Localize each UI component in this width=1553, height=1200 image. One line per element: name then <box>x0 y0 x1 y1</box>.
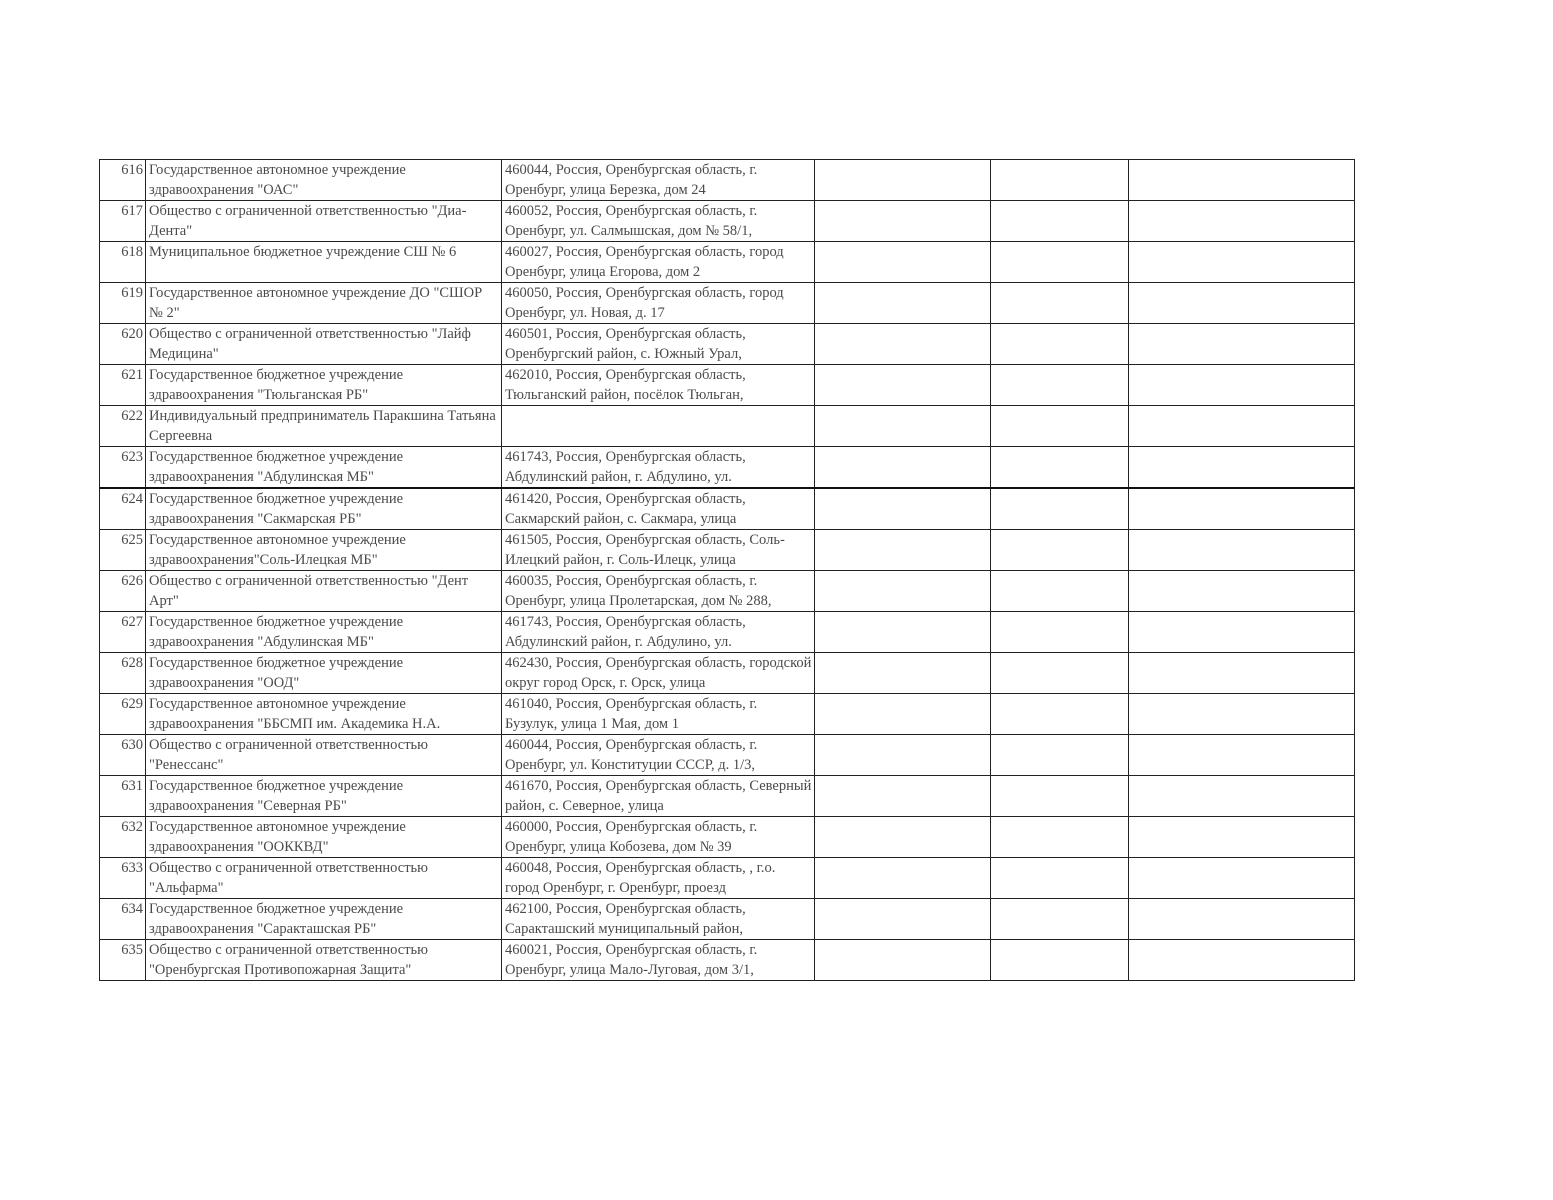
row-number: 622 <box>100 406 146 447</box>
organization-name: Индивидуальный предприниматель Паракшина Татьяна Сергеевна <box>149 408 496 444</box>
empty-cell <box>991 406 1129 447</box>
row-number: 624 <box>100 488 146 530</box>
table-row <box>100 201 1355 242</box>
empty-cell <box>815 735 991 776</box>
organization-name-cell <box>146 612 502 653</box>
address: 460050, Россия, Оренбургская область, город Оренбург, ул. Новая, д. 17 <box>505 285 784 321</box>
address-cell <box>502 447 815 489</box>
empty-cell <box>991 530 1129 571</box>
address: 460021, Россия, Оренбургская область, г. Оренбург, улица Мало-Луговая, дом 3/1, <box>505 942 758 978</box>
organization-name: Государственное бюджетное учреждение здравоохранения "Абдулинская МБ" <box>149 614 404 650</box>
table-row <box>100 940 1355 981</box>
empty-cell <box>991 242 1129 283</box>
organization-name: Государственное автономное учреждение ДО "СШОР № 2" <box>149 285 483 321</box>
empty-cell <box>815 406 991 447</box>
empty-cell <box>1129 447 1355 489</box>
table-row <box>100 160 1355 201</box>
empty-cell <box>991 324 1129 365</box>
empty-cell <box>815 201 991 242</box>
address-cell <box>502 735 815 776</box>
empty-cell <box>1129 694 1355 735</box>
address: 462100, Россия, Оренбургская область, Саракташский муниципальный район, <box>505 901 746 937</box>
empty-cell <box>1129 242 1355 283</box>
address: 460052, Россия, Оренбургская область, г. Оренбург, ул. Салмышская, дом № 58/1, <box>505 203 758 239</box>
empty-cell <box>815 940 991 981</box>
row-number: 635 <box>100 940 146 981</box>
empty-cell <box>1129 776 1355 817</box>
organization-name: Государственное автономное учреждение здравоохранения "ООККВД" <box>149 819 406 855</box>
row-number: 633 <box>100 858 146 899</box>
registry-table <box>99 159 1355 981</box>
empty-cell <box>991 365 1129 406</box>
organization-name: Общество с ограниченной ответственностью "Ренессанс" <box>149 737 428 773</box>
organization-name-cell <box>146 776 502 817</box>
empty-cell <box>815 571 991 612</box>
organization-name-cell <box>146 488 502 530</box>
address: 460027, Россия, Оренбургская область, город Оренбург, улица Егорова, дом 2 <box>505 244 784 280</box>
address-cell <box>502 530 815 571</box>
empty-cell <box>1129 406 1355 447</box>
table-row <box>100 324 1355 365</box>
row-number: 616 <box>100 160 146 201</box>
organization-name: Государственное бюджетное учреждение здравоохранения "Сакмарская РБ" <box>149 491 404 527</box>
table-body <box>100 160 1355 981</box>
organization-name-cell <box>146 940 502 981</box>
row-number: 631 <box>100 776 146 817</box>
address-cell <box>502 283 815 324</box>
organization-name: Государственное бюджетное учреждение здравоохранения "Саракташская РБ" <box>149 901 404 937</box>
organization-name-cell <box>146 365 502 406</box>
organization-name-cell <box>146 694 502 735</box>
table-row <box>100 571 1355 612</box>
empty-cell <box>815 530 991 571</box>
table-row <box>100 653 1355 694</box>
empty-cell <box>815 160 991 201</box>
table-row <box>100 694 1355 735</box>
organization-name-cell <box>146 160 502 201</box>
organization-name: Государственное бюджетное учреждение здравоохранения "Тюльганская РБ" <box>149 367 404 403</box>
empty-cell <box>991 488 1129 530</box>
empty-cell <box>1129 735 1355 776</box>
empty-cell <box>1129 817 1355 858</box>
empty-cell <box>1129 899 1355 940</box>
empty-cell <box>991 817 1129 858</box>
table-row <box>100 735 1355 776</box>
organization-name: Государственное автономное учреждение здравоохранения "ОАС" <box>149 162 406 198</box>
empty-cell <box>1129 530 1355 571</box>
empty-cell <box>991 899 1129 940</box>
address-cell <box>502 858 815 899</box>
empty-cell <box>991 653 1129 694</box>
row-number: 617 <box>100 201 146 242</box>
empty-cell <box>815 817 991 858</box>
address: 461040, Россия, Оренбургская область, г. Бузулук, улица 1 Мая, дом 1 <box>505 696 758 732</box>
address-cell <box>502 612 815 653</box>
address: 461743, Россия, Оренбургская область, Абдулинский район, г. Абдулино, ул. <box>505 449 746 485</box>
table-row <box>100 283 1355 324</box>
row-number: 625 <box>100 530 146 571</box>
empty-cell <box>815 324 991 365</box>
table-row <box>100 612 1355 653</box>
empty-cell <box>815 776 991 817</box>
empty-cell <box>991 571 1129 612</box>
organization-name: Государственное бюджетное учреждение здравоохранения "Абдулинская МБ" <box>149 449 404 485</box>
table-row <box>100 242 1355 283</box>
organization-name: Общество с ограниченной ответственностью "Оренбургская Противопожарная Защита" <box>149 942 428 978</box>
address-cell <box>502 899 815 940</box>
empty-cell <box>1129 160 1355 201</box>
empty-cell <box>815 283 991 324</box>
empty-cell <box>1129 283 1355 324</box>
address-cell <box>502 571 815 612</box>
empty-cell <box>991 776 1129 817</box>
row-number: 618 <box>100 242 146 283</box>
address-cell <box>502 201 815 242</box>
organization-name: Государственное автономное учреждение здравоохранения"Соль-Илецкая МБ" <box>149 532 406 568</box>
address: 460044, Россия, Оренбургская область, г. Оренбург, улица Березка, дом 24 <box>505 162 758 198</box>
organization-name-cell <box>146 406 502 447</box>
empty-cell <box>815 612 991 653</box>
organization-name-cell <box>146 735 502 776</box>
table-row <box>100 530 1355 571</box>
address-cell <box>502 694 815 735</box>
empty-cell <box>991 201 1129 242</box>
row-number: 630 <box>100 735 146 776</box>
address-cell <box>502 160 815 201</box>
address: 460501, Россия, Оренбургская область, Оренбургский район, с. Южный Урал, <box>505 326 746 362</box>
row-number: 620 <box>100 324 146 365</box>
organization-name: Государственное автономное учреждение здравоохранения "ББСМП им. Академика Н.А. <box>149 696 441 732</box>
empty-cell <box>991 447 1129 489</box>
organization-name-cell <box>146 817 502 858</box>
empty-cell <box>1129 201 1355 242</box>
organization-name: Государственное бюджетное учреждение здравоохранения "ООД" <box>149 655 404 691</box>
organization-name-cell <box>146 571 502 612</box>
empty-cell <box>991 160 1129 201</box>
address-cell <box>502 776 815 817</box>
organization-name-cell <box>146 447 502 489</box>
empty-cell <box>991 612 1129 653</box>
table-row <box>100 776 1355 817</box>
organization-name: Общество с ограниченной ответственностью "Альфарма" <box>149 860 428 896</box>
empty-cell <box>815 447 991 489</box>
organization-name-cell <box>146 324 502 365</box>
address: 460048, Россия, Оренбургская область, , г.о. город Оренбург, г. Оренбург, проезд <box>505 860 776 896</box>
address-cell <box>502 940 815 981</box>
organization-name: Общество с ограниченной ответственностью "Лайф Медицина" <box>149 326 471 362</box>
address: 461505, Россия, Оренбургская область, Соль-Илецкий район, г. Соль-Илецк, улица <box>505 532 785 568</box>
address: 460035, Россия, Оренбургская область, г. Оренбург, улица Пролетарская, дом № 288, <box>505 573 772 609</box>
address: 461420, Россия, Оренбургская область, Сакмарский район, с. Сакмара, улица <box>505 491 746 527</box>
empty-cell <box>991 858 1129 899</box>
address-cell <box>502 406 815 447</box>
address-cell <box>502 365 815 406</box>
row-number: 626 <box>100 571 146 612</box>
empty-cell <box>815 488 991 530</box>
organization-name: Государственное бюджетное учреждение здравоохранения "Северная РБ" <box>149 778 404 814</box>
address: 462430, Россия, Оренбургская область, городской округ город Орск, г. Орск, улица <box>505 655 812 691</box>
table-row <box>100 406 1355 447</box>
organization-name-cell <box>146 530 502 571</box>
organization-name-cell <box>146 653 502 694</box>
organization-name: Общество с ограниченной ответственностью "Дент Арт" <box>149 573 469 609</box>
organization-name-cell <box>146 283 502 324</box>
empty-cell <box>991 694 1129 735</box>
organization-name: Муниципальное бюджетное учреждение СШ № 6 <box>149 244 457 260</box>
empty-cell <box>991 940 1129 981</box>
address-cell <box>502 817 815 858</box>
organization-name-cell <box>146 201 502 242</box>
row-number: 627 <box>100 612 146 653</box>
empty-cell <box>815 242 991 283</box>
table-row <box>100 899 1355 940</box>
row-number: 628 <box>100 653 146 694</box>
row-number: 621 <box>100 365 146 406</box>
organization-name-cell <box>146 242 502 283</box>
empty-cell <box>1129 365 1355 406</box>
table-row <box>100 858 1355 899</box>
empty-cell <box>991 283 1129 324</box>
empty-cell <box>1129 488 1355 530</box>
table-row <box>100 365 1355 406</box>
address-cell <box>502 242 815 283</box>
empty-cell <box>815 899 991 940</box>
address: 461743, Россия, Оренбургская область, Абдулинский район, г. Абдулино, ул. <box>505 614 746 650</box>
row-number: 619 <box>100 283 146 324</box>
table-row <box>100 817 1355 858</box>
row-number: 629 <box>100 694 146 735</box>
empty-cell <box>815 694 991 735</box>
address: 460000, Россия, Оренбургская область, г. Оренбург, улица Кобозева, дом № 39 <box>505 819 758 855</box>
address-cell <box>502 324 815 365</box>
empty-cell <box>1129 940 1355 981</box>
empty-cell <box>991 735 1129 776</box>
empty-cell <box>815 653 991 694</box>
organization-name-cell <box>146 858 502 899</box>
empty-cell <box>1129 324 1355 365</box>
address: 462010, Россия, Оренбургская область, Тюльганский район, посёлок Тюльган, <box>505 367 746 403</box>
address-cell <box>502 653 815 694</box>
organization-name: Общество с ограниченной ответственностью "Диа-Дента" <box>149 203 467 239</box>
row-number: 634 <box>100 899 146 940</box>
address-cell <box>502 488 815 530</box>
empty-cell <box>1129 858 1355 899</box>
organization-name-cell <box>146 899 502 940</box>
empty-cell <box>1129 653 1355 694</box>
table-row <box>100 488 1355 530</box>
empty-cell <box>815 365 991 406</box>
address: 460044, Россия, Оренбургская область, г. Оренбург, ул. Конституции СССР, д. 1/3, <box>505 737 758 773</box>
empty-cell <box>1129 612 1355 653</box>
table-row <box>100 447 1355 489</box>
empty-cell <box>1129 571 1355 612</box>
address: 461670, Россия, Оренбургская область, Северный район, с. Северное, улица <box>505 778 812 814</box>
row-number: 632 <box>100 817 146 858</box>
empty-cell <box>815 858 991 899</box>
row-number: 623 <box>100 447 146 489</box>
